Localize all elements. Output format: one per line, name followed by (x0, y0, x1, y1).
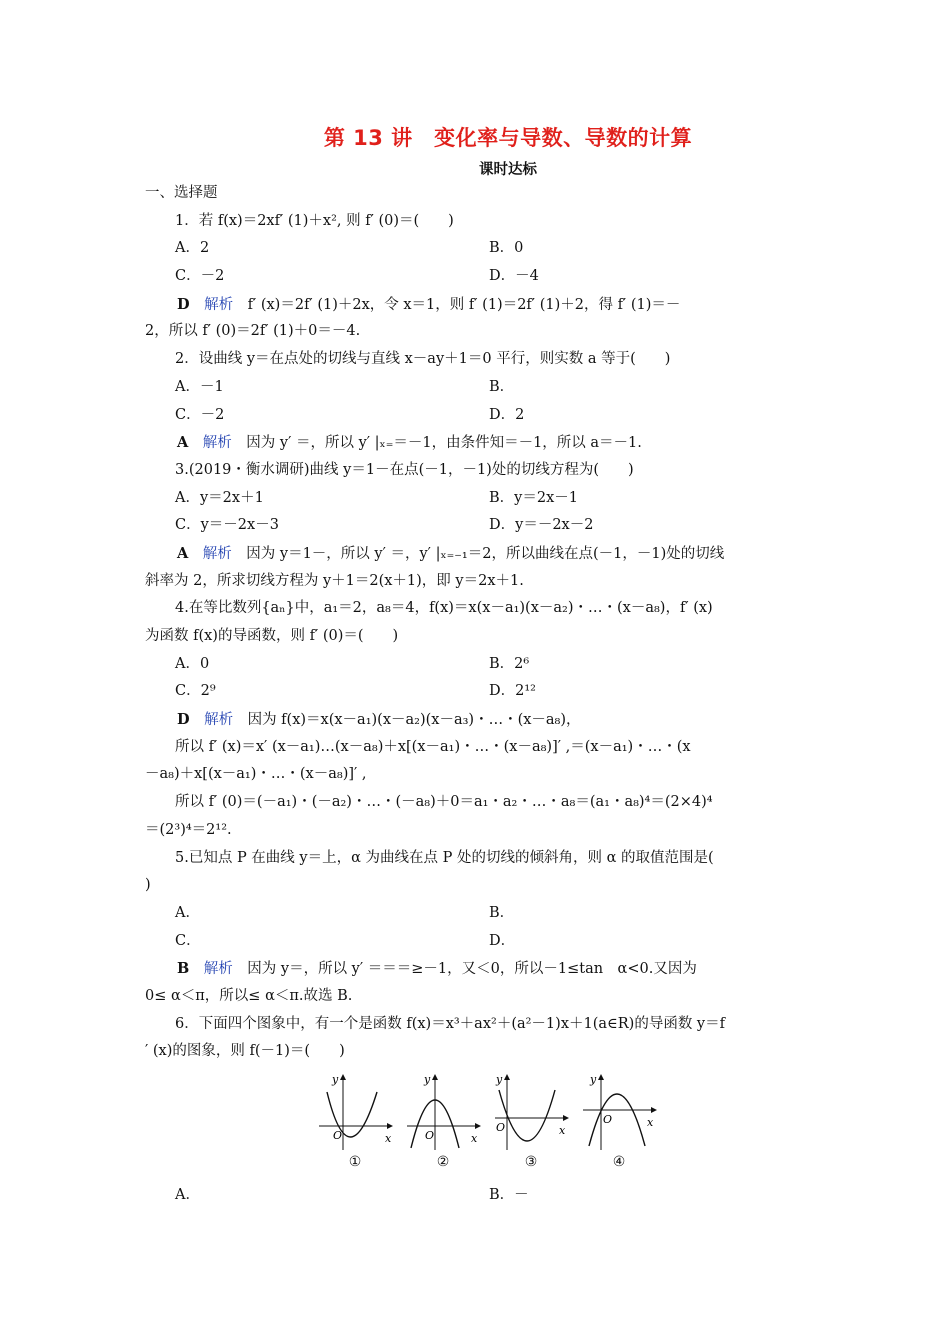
section-heading: 一、选择题 (145, 185, 218, 201)
q4-solution-keyword: 解析 (204, 712, 234, 729)
q5-solution-keyword: 解析 (203, 961, 233, 978)
q4-options-row1 (145, 651, 807, 679)
q6-figure-1-graph (315, 1072, 395, 1152)
q2-solution-keyword: 解析 (202, 435, 232, 452)
q2-answer: A (177, 434, 189, 452)
q4-solution-text-4: 所以 f′ (0)＝(－a₁)・(－a₂)・…・(－a₈)＋0＝a₁・a₂・…・a₈＝(a₁・a₈)⁴＝(2×4)⁴ (175, 794, 713, 811)
q4-stem-1: 4.在等比数列{aₙ}中，a₁＝2，a₈＝4，f(x)＝x(x－a₁)(x－a₂)・…・(x－a₈)，f′ (x) (175, 600, 713, 617)
q5-answer: B (177, 960, 190, 978)
q6-stem-2: ′ (x)的图象，则 f(－1)＝( ) (145, 1043, 345, 1060)
q1-solution-keyword: 解析 (204, 296, 234, 313)
q5-solution (145, 955, 807, 983)
q3-answer: A (177, 544, 189, 562)
q2-solution (145, 429, 807, 457)
q3-solution-text-1: 因为 y＝1－，所以 y′ ＝，y′ |ₓ₌₋₁＝2，所以曲线在点(－1，－1)处的切线 (246, 545, 725, 562)
q1-option-b: B．0 (489, 240, 524, 257)
q6-figure-4-label: ④ (612, 1154, 626, 1170)
q6-figure-3-graph (491, 1072, 571, 1152)
y-label: y (332, 1073, 339, 1086)
q2-stem: 2．设曲线 y＝在点处的切线与直线 x－ay＋1＝0 平行，则实数 a 等于( ) (175, 351, 671, 368)
q4-solution (145, 706, 807, 734)
q6-figure-2 (403, 1072, 483, 1177)
y-axis-arrow (504, 1074, 510, 1080)
q5-stem-1: 5.已知点 P 在曲线 y＝上，α 为曲线在点 P 处的切线的倾斜角，则 α 的取值范围是( (175, 849, 714, 866)
q4-option-b: B．2⁶ (489, 655, 530, 672)
q1-solution (145, 291, 807, 319)
origin-label: O (496, 1121, 506, 1134)
q6-figure-2-graph (403, 1072, 483, 1152)
y-axis-arrow (432, 1074, 438, 1080)
q5-option-c: C． (175, 932, 201, 949)
q3-stem: 3.(2019・衡水调研)曲线 y＝1－在点(－1，－1)处的切线方程为( ) (175, 461, 634, 478)
q2-options-row2 (145, 402, 807, 430)
question-list (145, 180, 807, 1210)
q6-figure-4-graph (579, 1072, 659, 1152)
q1-option-c: C．－2 (175, 268, 225, 285)
x-axis-arrow (387, 1123, 393, 1129)
x-axis-arrow (651, 1107, 657, 1113)
q5-solution-text-1: 因为 y＝，所以 y′ ＝＝＝≥－1，又＜0，所以－1≤tan α<0.又因为 (247, 961, 697, 978)
q6-figure-1-label: ① (348, 1154, 362, 1170)
x-label: x (471, 1132, 478, 1145)
q4-options-row2 (145, 678, 807, 706)
q6-figure-4 (579, 1072, 659, 1177)
q6-option-a: A． (175, 1187, 200, 1203)
q1-solution-text-2: 2，所以 f′ (0)＝2f′ (1)＋0＝－4. (145, 323, 361, 340)
x-label: x (647, 1116, 654, 1129)
q1-answer: D (177, 295, 190, 313)
origin-label: O (603, 1113, 613, 1126)
page-title: 第 13 讲 变化率与导数、导数的计算 (323, 126, 693, 150)
q6-stem-1: 6．下面四个图象中，有一个是函数 f(x)＝x³＋ax²＋(a²－1)x＋1(a∈R)的导函数 y＝f (175, 1015, 725, 1032)
q4-stem-2: 为函数 f(x)的导函数，则 f′ (0)＝( ) (145, 628, 399, 644)
q5-option-b: B． (489, 904, 515, 921)
q3-options-row1 (145, 485, 807, 513)
origin-label: O (333, 1129, 343, 1142)
q4-answer: D (177, 711, 190, 729)
q4-option-d: D．2¹² (489, 683, 536, 700)
curve (589, 1094, 645, 1146)
q2-option-d: D．2 (489, 406, 525, 423)
q5-stem-2: ) (145, 877, 151, 894)
q1-options-row1 (145, 235, 807, 263)
q3-option-b: B．y＝2x－1 (489, 489, 578, 506)
q4-option-c: C．2⁹ (175, 683, 216, 700)
q5-options-row2 (145, 928, 807, 956)
q1-option-a: A．2 (175, 240, 210, 257)
y-axis-arrow (340, 1074, 346, 1080)
y-label: y (496, 1073, 503, 1086)
x-label: x (385, 1132, 392, 1145)
q4-solution-text-1: 因为 f(x)＝x(x－a₁)(x－a₂)(x－a₃)・…・(x－a₈)， (247, 712, 581, 729)
q4-solution-text-5: ＝(2³)⁴＝2¹². (145, 821, 232, 838)
x-label: x (559, 1124, 566, 1137)
q3-solution-text-2: 斜率为 2，所求切线方程为 y＋1＝2(x＋1)，即 y＝2x＋1. (145, 572, 524, 589)
x-axis-arrow (563, 1115, 569, 1121)
y-label: y (590, 1073, 597, 1086)
origin-label: O (425, 1129, 435, 1142)
q4-option-a: A．0 (175, 655, 210, 672)
q6-figures (315, 1072, 807, 1182)
q3-option-a: A．y＝2x＋1 (175, 489, 264, 506)
q6-option-b: B．－ (489, 1187, 529, 1203)
q1-options-row2 (145, 263, 807, 291)
q5-option-d: D． (489, 932, 516, 949)
y-axis-arrow (598, 1074, 604, 1080)
page-subtitle: 课时达标 (479, 162, 537, 178)
q4-solution-text-2: 所以 f′ (x)＝x′ (x－a₁)…(x－a₈)＋x[(x－a₁)・…・(x－a₈)]′ ,＝(x－a₁)・…・(x (175, 738, 691, 755)
q2-option-b: B． (489, 378, 515, 395)
q5-options-row1 (145, 900, 807, 928)
q5-solution-text-2: 0≤ α＜π，所以≤ α＜π.故选 B. (145, 987, 353, 1004)
q6-figure-3 (491, 1072, 571, 1177)
q5-option-a: A． (175, 904, 200, 921)
y-label: y (424, 1073, 431, 1086)
q2-options-row1 (145, 374, 807, 402)
q3-solution-keyword: 解析 (202, 545, 232, 562)
q1-solution-text-1: f′ (x)＝2f′ (1)＋2x，令 x＝1，则 f′ (1)＝2f′ (1)＋2，得 f′ (1)＝－ (247, 296, 681, 313)
q2-option-c: C．－2 (175, 406, 225, 423)
q1-option-d: D．－4 (489, 268, 539, 285)
q1-stem: 1．若 f(x)＝2xf′ (1)＋x², 则 f′ (0)＝( ) (175, 212, 454, 229)
q3-option-d: D．y＝－2x－2 (489, 517, 594, 534)
q6-options-row1 (145, 1182, 807, 1210)
q3-options-row2 (145, 512, 807, 540)
x-axis-arrow (475, 1123, 481, 1129)
q2-option-a: A．－1 (175, 378, 224, 395)
q6-figure-2-label: ② (436, 1154, 450, 1170)
q6-figure-3-label: ③ (524, 1154, 538, 1170)
q3-option-c: C．y＝－2x－3 (175, 517, 279, 534)
q6-figure-1 (315, 1072, 395, 1177)
q4-solution-text-3: －a₈)＋x[(x－a₁)・…・(x－a₈)]′ , (145, 766, 367, 783)
q2-solution-text-1: 因为 y′ ＝，所以 y′ |ₓ₌＝－1，由条件知＝－1，所以 a＝－1. (246, 435, 642, 452)
q3-solution (145, 540, 807, 568)
